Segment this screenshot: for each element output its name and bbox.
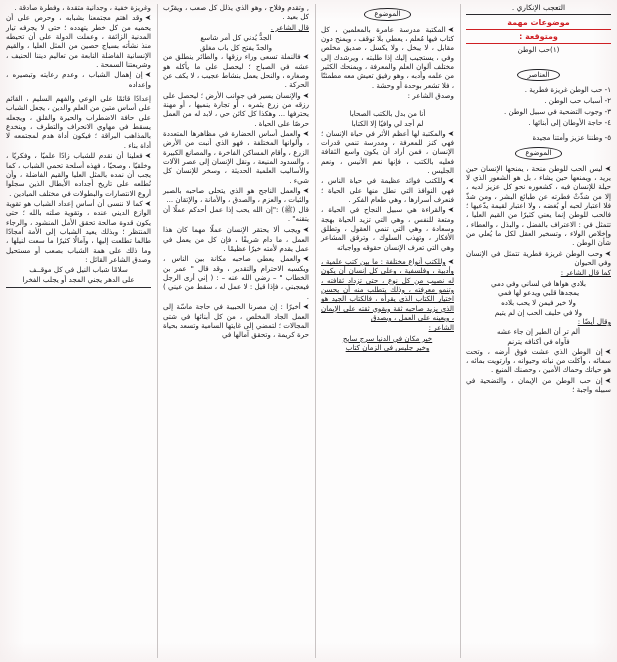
body-paragraph: إعدادًا قائمًا على الوعي والفهم السليم ، القائم على أساس متين من العلم والدين ، يجعل الشباب على حافة الاضطراب والحيرة والقلق ، ويجعله يسقط في مهاوي الانحراف والتطرف ، وينخدع بالمذاهب البراقة ؛ فيكون أداة هدم لمجتمعه لا أداة بناء .: [6, 94, 151, 150]
arrow-bullet-icon: ➤: [604, 248, 611, 258]
paragraph-text: وللكتب أنواع مختلفة : ما بين كتب علمية ، وأدبية ، وفلسفية ، وعلى كل إنسان أن يكون له نصيب من كل نوع ، حتى تزداد ثقافته ، وتنمو معرفته ، وذلك يتطلب منه أن يحسن اختيار الكتاب الذي يقرأه ، فالكتاب الجيد هو الذي يزيد صاحبه ثقة ويقوي ثقته على الإيمان ، ويعينه على العمل ، ويصدق: [321, 257, 454, 323]
red-heading: [466, 17, 611, 44]
topic-one-title: (١)حب الوطن: [517, 45, 560, 55]
paragraph-text: كما لا ننسى أن أساس إعداد الشباب هو تقوية الوازع الديني عنده ، وتقوية صلته بالله ؛ حتى يكون قدوة صالحة تحقق الأمل المنشود ، والرجاء المنتظر ؛ وبذلك يعيد الشباب إلى الأمة أمجادًا طالما تطلعت إليها ، وآمالًا كثيرًا ما سعت لنيلها ، وما ذلك على همة الشباب بصعب أو مستحيل وصدق الشاعر القائل :: [6, 198, 151, 264]
poem-line: ألم تر أن الطير إن جاء عشه: [497, 327, 580, 337]
poem-block-bottom: [321, 334, 454, 353]
arrow-bullet-icon: ➤: [302, 254, 309, 264]
poem-line: لم أجد لي وافيًا إلا الكتابا: [351, 118, 424, 128]
paragraph-text: فعلينا أن نقدم للشباب زادًا علميًا ، وفكريًا ، وخلقيًا ، وصحيًا ، فهذه أسلحة تحمي الشباب ، كما يجب أن نمده بالمثل العليا والقيم الفاضلة ، وأن نُطلعه على تاريخ أجداده الأبطال الذين سجلوا أروع الانتصارات والبطولات في مختلف الميادين .: [6, 151, 151, 198]
body-paragraph: [321, 25, 454, 90]
arrow-bullet-icon: ➤: [144, 13, 151, 23]
body-paragraph: [466, 249, 611, 268]
body-paragraph: , وتقدم وفلاح ، وهو الذي يذلل كل صعب ، ويقرّب كل بعيد .: [163, 3, 309, 22]
body-paragraph: [163, 186, 309, 205]
list-item: ٣- وجوب التضحية في سبيل الوطن .: [503, 106, 611, 116]
page-top-line: التعجب الإنكاري .: [511, 3, 566, 12]
poem-line: خير مكان في الدنيا سرج سابح: [342, 333, 433, 343]
body-paragraph: [321, 176, 454, 204]
list-item: ٢- أسباب حب الوطن .: [544, 96, 611, 106]
body-paragraph: [321, 205, 454, 252]
column-2: [315, 0, 460, 662]
paragraph-text: إن إهمال الشباب ، وعدم رعايته وتبصيره ، وإعداده: [6, 70, 151, 89]
top-divider-rule: [466, 14, 611, 15]
poem-block-mid: [321, 109, 454, 128]
body-paragraph: [163, 91, 309, 128]
body-paragraph: [6, 151, 151, 198]
paragraph-text: المكتبة مدرسة عامرة بالمعلمين ، كل كتاب فيها مُعلم ، يعطي بلا توقف ، ويمنح دون مقابل ، لا يبخل ، ولا يكسل ، صديق مخلص وفي ، يستجيب إليك إذا طلبته ، ويرشدك إلى مختلف ألوان العلم والمعرفة ، ويمنحك الكثير من علمه وأدبه ، وهو رفيق تعيش معه مطمئنًا ، فلا تشعر بوحدة أو وحشة .: [321, 24, 454, 90]
body-paragraph: [466, 347, 611, 375]
arrow-bullet-icon: ➤: [302, 225, 309, 235]
red-heading-line-2: ومتوقعة :: [466, 31, 611, 44]
list-item: ٥- وطننا عزيز وأمتنا مجيدة: [532, 132, 611, 142]
poet-intro: وصدق الشاعر :: [407, 91, 454, 100]
arrow-bullet-icon: ➤: [302, 128, 309, 138]
paragraph-text: ليس الحب للوطن منحة ، يمنحها الإنسان حين يريد ، ويمنعها حين يشاء ، بل هو الشعور الذي لا حيلة للإنسان فيه ، كشعوره نحو كل عزيز لديه ، إلا من شذّتْ فطرته عن طبائع البشر ، ومن شذّ فلا اعتبار لحبه أو بُغضه ، ولا اعتبار لقيمة يدّعيها ؛ فالحب للوطن إنما يعني كثيرًا من القيم العليا ، تتمثل في : الاعتراف بالفضل ، والبذل ، والعطاء ، وإخلاص الولاء ، وتسخير العقل لكل ما يُعلي من شأن الوطن .: [466, 163, 611, 248]
arrow-bullet-icon: ➤: [447, 24, 454, 34]
bottom-divider-rule: [6, 287, 151, 288]
arrow-bullet-icon: ➤: [604, 375, 611, 385]
paragraph-text: أخيرًا : إن مصرنا الحبيبة في حاجة ماسّة إلى العمل الجاد المخلص ، من كل أبنائها في شتى المجالات ؛ لتمضي إلى غايتها السامية وتسعد بحياة حرة كريمة ، وتحقق آمالها في: [163, 302, 309, 340]
arrow-bullet-icon: ➤: [447, 205, 454, 215]
paragraph-text: والمكتبة لها أعظم الأثر في حياة الإنسان ؛ فهي كنز للمعرفة ، ومدرسة تنمي قدرات الإنسان ، فمن أراد أن يكون واسع الثقافة فعليه بالكتب ، فإنها نعم الأنيس ، ونعم الجليس .: [321, 128, 454, 175]
spacer: [321, 101, 454, 109]
paragraph-text: والعمل أساس الحضارة في مظاهرها المتعددة ، وألوانها المختلفة ، فهو الذي أنبت من الأرض الزرع ، وأقام المساكن الفاخرة ، والمصانع الكبيرة ، والسدود المنيعة ، ونقل الإنسان إلى عصر الآلات والأساليب العلمية الحديثة ، وسخر للإنسان كل شيء .: [163, 128, 309, 185]
poem-line: وخير جليس في الزمان كتاب: [345, 343, 430, 353]
arrow-bullet-icon: ➤: [302, 90, 309, 100]
red-heading-line-1: موضوعات مهمة: [466, 17, 611, 30]
subject-label-wrap-2: [321, 8, 454, 21]
poem-line: الجدُّ يُدني كل أمر شاسع: [200, 33, 272, 43]
poem-block-3: [163, 33, 309, 52]
body-paragraph: [6, 70, 151, 89]
poet-intro-2: وقال أيضًا :: [577, 317, 611, 327]
body-paragraph: [6, 13, 151, 69]
body-paragraph: [466, 164, 611, 248]
subject-label-wrap: [466, 147, 611, 160]
poem-line: سلامًا شباب النيل في كل موقــف: [29, 265, 128, 275]
paragraph-text: ويجب ألا يحتقر الإنسان عملًا مهما كان هذا العمل ، ما دام شريفًا ، فإن كل من يعمل في عمل يقدم لأمته خيرًا عظيمًا .: [163, 225, 309, 254]
elements-label-wrap: [466, 69, 611, 82]
poem-block-2: [466, 327, 611, 346]
poem-line: والجدّ يفتح كل باب مغلق: [199, 42, 273, 52]
arrow-bullet-icon: ➤: [302, 186, 309, 196]
paragraph-text: وللكتب فوائد عظيمة في حياة الناس ، فهي النوافذ التي نطل منها على الحياة ؛ فنعرف أسرارها ، وهي طعام الفكر .: [321, 176, 454, 204]
body-paragraph: [163, 225, 309, 253]
poem-block-4: [6, 265, 151, 284]
body-paragraph: [321, 129, 454, 176]
body-paragraph: وغريزة خفية ، وجدانية متقدة ، وفطرة صادقة .: [14, 3, 151, 12]
poem-line: بلادي هواها في لساني وفي دمي: [491, 278, 586, 288]
column-3: [157, 0, 315, 662]
arrow-bullet-icon: ➤: [447, 128, 454, 138]
paragraph-text: والقراءة هي سبيل النجاح في الحياة ، ومتعة للنفس ، وهي التي تزيد الحياة بهجة وسعادة ، وهي التي تنمي العقول ، وتطلق الأفكار ، وتهذب السلوك ، وترقق المشاعر وهي التي تعرف الإنسان حقوقه وواجباته: [321, 205, 454, 252]
subject-oval-label: الموضوع: [364, 8, 410, 21]
column-1: [460, 0, 617, 662]
body-paragraph: [321, 257, 454, 322]
paragraph-text: وحب الوطن غريزة فطرية تتمثل في الإنسان وفي الحيوان: [466, 248, 611, 268]
poem-line: فآواه في أكنافه يترنم: [507, 337, 570, 347]
arrow-bullet-icon: ➤: [144, 151, 151, 161]
paragraph-text: وقد اهتم مجتمعنا بشبابه ، وحرص على أن يحميه من كل خطر يتهدده ؛ حتى لا يجرفه تيار المدنية الزائفة ، وعملت الدولة على أن تحيطه منذ نشأته بسياج حصين من المثل العليا ، والقيم الإنسانية الفاضلة النابعة من تعاليم ديننا الحنيف ، وشريعتنا السمحة .: [6, 13, 151, 70]
subject-oval-label: الموضوع: [515, 147, 561, 160]
poem-line: أنا من بدل بالكتب الصحابا: [349, 109, 426, 119]
list-item: ١- حب الوطن غريزة فطرية .: [524, 85, 611, 95]
poet-intro: كما قال الشاعر :: [560, 268, 611, 278]
body-paragraph: [6, 199, 151, 264]
poem-line: ولا في حليف الحب إن لم يتيم: [494, 307, 583, 317]
list-item: ٤- حاجة الأوطان إلى أبنائها .: [528, 117, 611, 127]
arrow-bullet-icon: ➤: [447, 257, 454, 266]
paragraph-text: والإنسان يسير في جوانب الأرض ؛ ليحصل على رزقه من زرع يثمره ، أو تجارة ينميها ، أو مهنة يحترفها ... وهكذا كل كائن حي ، لابد له من العمل حرصًا على الحياة .: [163, 90, 309, 128]
arrow-bullet-icon: ➤: [604, 346, 611, 356]
poet-label: قال الشاعر .: [270, 22, 309, 32]
poem-block-1: [466, 279, 611, 317]
arrow-bullet-icon: ➤: [302, 302, 309, 312]
spacer: [466, 56, 611, 64]
body-paragraph: [163, 302, 309, 339]
paragraph-text: فالنملة تسعى وراء رزقها ، والطائر ينطلق من عشه في الصباح ؛ ليحصل على ما يأكله هو وصغاره ، والنحل يعمل بنشاط عجيب ، لا يكف عن الحركة .: [163, 52, 309, 90]
column-4: [0, 0, 157, 662]
paragraph-text: إن حب الوطن من الإيمان ، والتضحية في سبيله واجبة ؛: [466, 375, 611, 394]
paragraph-text: والعمل يعطي صاحبه مكانة بين الناس ، ويكسبه الاحترام والتقدير ، وقد قال " عمر بن الخطاب " – رضي الله عنه – : ( إني أرى الرجل فيعجبني ، فإذا قيل : لا عمل له ، سقط من عيني ) .: [163, 254, 309, 301]
hadith-quote: قال (ﷺ) :"إن الله يحب إذا عمل أحدكم عملًا أن يتقنه" .: [163, 205, 309, 224]
arrow-bullet-icon: ➤: [447, 176, 454, 186]
body-paragraph: [163, 129, 309, 185]
paragraph-text: إن الوطن الذي عشت فوق أرضه ، وتحت سمائه ، وأكلت من نباته وحيوانه ، وارتويت بمائه ، هو حياتك وحماك الأمين ، وحصنك المنيع .: [466, 346, 611, 375]
poem-line: يمجدها قلبي ويدعو لها فمي: [497, 288, 580, 298]
elements-oval-label: العناصر: [517, 69, 559, 82]
body-paragraph: [466, 376, 611, 395]
body-paragraph: [163, 254, 309, 301]
elements-list: [466, 85, 611, 142]
arrow-bullet-icon: ➤: [144, 70, 151, 80]
poem-line: ولا خير فيمن لا يحب بلاده: [501, 297, 576, 307]
paragraph-text: والعمل الناجح هو الذي يتحلى صاحبه بالصبر والثبات ، والعزم ، والصدق ، والأمانة ، والإتقان ...: [163, 186, 309, 205]
arrow-bullet-icon: ➤: [302, 52, 309, 62]
poet-label: الشاعر :: [428, 323, 454, 333]
arrow-bullet-icon: ➤: [604, 163, 611, 173]
body-paragraph: [163, 52, 309, 89]
arrow-bullet-icon: ➤: [144, 198, 151, 208]
poem-line: على الدهر يجني المجد أو يجلب الفخرا: [22, 274, 135, 284]
